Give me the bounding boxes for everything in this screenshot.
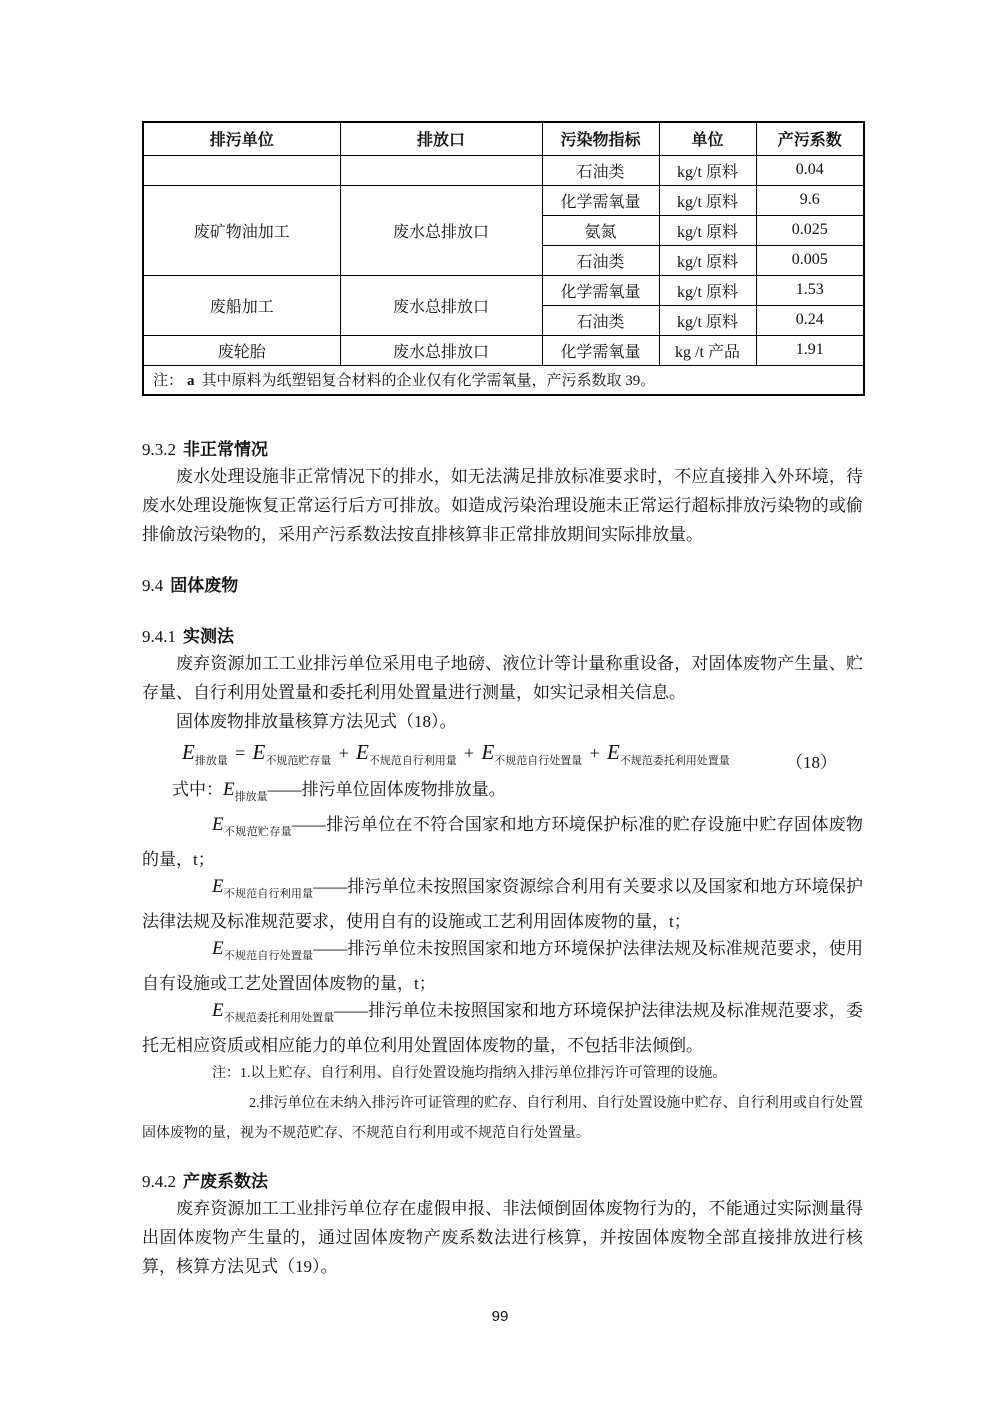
cell-pollutant: 石油类 (542, 155, 659, 185)
table-row (143, 335, 864, 365)
cell-pollutant: 石油类 (542, 305, 659, 335)
formula-equals: = (235, 743, 246, 763)
definition-item (142, 935, 863, 997)
formula-variable: E (182, 740, 195, 764)
page-number: 99 (491, 1308, 509, 1325)
paragraph-9-3-2: 废水处理设施非正常情况下的排水，如无法满足排放标准要求时，不应直接排入外环境，待废水处理设施恢复正常运行后方可排放。如造成污染治理设施未正常运行超标排放污染物的或偷排偷放污染物的，采用产污系数法按直排核算非正常排放期间实际排放量。 (142, 467, 863, 544)
section-heading-9-4 (142, 574, 863, 598)
cell-coefficient: 1.91 (756, 335, 864, 365)
definition-text: 排污单位在不符合国家和地方环境保护标准的贮存设施中贮存固体废物的量，t； (142, 815, 864, 869)
equation-number: （18） (786, 753, 837, 772)
formula-term (212, 814, 292, 838)
paragraph-9-4-1-measure: 废弃资源加工工业排污单位采用电子地磅、液位计等计量称重设备，对固体废物产生量、贮存量、自行利用处置量和委托利用处置量进行测量，如实记录相关信息。 (142, 654, 863, 702)
definition-item (142, 997, 863, 1059)
formula-term (606, 740, 730, 767)
note-number: 1. (240, 1066, 251, 1081)
cell-measure: kg/t 原料 (659, 275, 756, 305)
table-row (143, 185, 864, 215)
cell-outlet: 废水总排放口 (340, 335, 542, 365)
heading-title: 实测法 (183, 627, 234, 646)
cell-unit: 废轮胎 (143, 335, 340, 365)
formula-variable: E (223, 779, 235, 800)
cell-measure: kg/t 原料 (659, 245, 756, 275)
formula-term (252, 740, 332, 767)
column-header-outlet: 排放口 (340, 122, 542, 155)
formula-variable: E (212, 938, 224, 959)
formula-subscript: 不规范委托利用处置量 (223, 1012, 335, 1024)
formula-term (212, 876, 314, 900)
definition-item (142, 873, 863, 935)
table-note-prefix: 注： (153, 373, 184, 390)
table-note (143, 365, 864, 395)
cell-measure: kg/t 原料 (659, 185, 756, 215)
definition-dash: —— (267, 780, 302, 799)
column-header-measure: 单位 (659, 122, 756, 155)
where-label: 式中： (172, 780, 223, 799)
formula-term (481, 740, 583, 767)
column-header-coefficient: 产污系数 (756, 122, 864, 155)
table-note-marker: a (187, 373, 195, 390)
cell-pollutant: 氨氮 (542, 215, 659, 245)
cell-unit: 废矿物油加工 (143, 185, 340, 275)
formula-subscript: 排放量 (194, 755, 228, 767)
heading-title: 固体废物 (170, 576, 239, 595)
table-row (143, 155, 864, 185)
note-prefix: 注： (212, 1066, 240, 1081)
formula-variable: E (252, 740, 266, 764)
cell-measure: kg /t 产品 (659, 335, 756, 365)
cell-measure: kg/t 原料 (659, 155, 756, 185)
heading-number: 9.4.2 (142, 1172, 176, 1191)
formula-subscript: 排放量 (234, 791, 268, 803)
formula-where-line (142, 776, 863, 811)
cell-pollutant: 化学需氧量 (542, 335, 659, 365)
table-note-row (143, 365, 864, 395)
heading-title: 非正常情况 (183, 440, 268, 459)
equation-18 (142, 740, 863, 776)
cell-coefficient: 0.04 (756, 155, 864, 185)
cell-outlet (340, 155, 542, 185)
formula-subscript: 不规范自行处置量 (223, 950, 314, 962)
cell-coefficient: 0.24 (756, 305, 864, 335)
cell-coefficient: 0.025 (756, 215, 864, 245)
definition-text: 排污单位未按照国家资源综合利用有关要求以及国家和地方环境保护法律法规及标准规范要求，使用自有的设施或工艺利用固体废物的量，t； (142, 877, 864, 931)
formula-subscript: 不规范自行处置量 (494, 755, 583, 767)
definition-dash: —— (334, 1001, 369, 1020)
formula-plus: + (338, 743, 349, 763)
formula-term (355, 740, 457, 767)
formula-term (223, 779, 268, 803)
formula-subscript: 不规范委托利用处置量 (619, 755, 730, 767)
paragraph-9-4-1-method: 固体废物排放量核算方法见式（18）。 (176, 712, 457, 731)
pollution-coefficient-table (142, 121, 865, 396)
section-heading-9-4-1 (142, 625, 863, 649)
cell-unit: 废船加工 (143, 275, 340, 335)
cell-coefficient: 1.53 (756, 275, 864, 305)
section-heading-9-3-2 (142, 438, 863, 462)
definition-text: 排污单位固体废物排放量。 (301, 780, 506, 799)
formula-variable: E (212, 814, 224, 835)
definition-text: 排污单位未按照国家和地方环境保护法律法规及标准规范要求，委托无相应资质或相应能力的单位利用处置固体废物的量，不包括非法倾倒。 (142, 1001, 864, 1055)
formula-subscript: 不规范贮存量 (223, 826, 292, 838)
table-row (143, 275, 864, 305)
formula-subscript: 不规范自行利用量 (368, 755, 457, 767)
heading-number: 9.3.2 (142, 440, 176, 459)
formula-variable: E (606, 740, 620, 764)
section-heading-9-4-2 (142, 1170, 863, 1194)
formula-variable: E (212, 876, 224, 897)
formula-term (212, 1000, 335, 1024)
note-item-2 (142, 1089, 863, 1149)
cell-coefficient: 0.005 (756, 245, 864, 275)
note-text: 排污单位在未纳入排污许可证管理的贮存、自行利用、自行处置设施中贮存、自行利用或自行处置固体废物的量，视为不规范贮存、不规范自行利用或不规范自行处置量。 (142, 1096, 863, 1141)
definition-text: 排污单位未按照国家和地方环境保护法律法规及标准规范要求，使用自有设施或工艺处置固体废物的量，t； (142, 939, 864, 993)
cell-coefficient: 9.6 (756, 185, 864, 215)
column-header-pollutant: 污染物指标 (542, 122, 659, 155)
cell-unit (143, 155, 340, 185)
cell-measure: kg/t 原料 (659, 215, 756, 245)
heading-title: 产废系数法 (183, 1172, 268, 1191)
formula-term (212, 938, 314, 962)
heading-number: 9.4 (142, 576, 164, 595)
definition-dash: —— (313, 939, 348, 958)
note-number: 2. (249, 1096, 260, 1111)
formula-subscript: 不规范自行利用量 (223, 888, 314, 900)
table-note-text: 其中原料为纸塑铝复合材料的企业仅有化学需氧量，产污系数取 39。 (201, 373, 656, 390)
definition-dash: —— (291, 815, 326, 834)
table-header-row (143, 122, 864, 155)
formula-variable: E (212, 1000, 224, 1021)
definition-dash: —— (313, 877, 348, 896)
cell-outlet: 废水总排放口 (340, 275, 542, 335)
cell-measure: kg/t 原料 (659, 305, 756, 335)
formula-variable: E (355, 740, 369, 764)
formula-variable: E (481, 740, 495, 764)
note-text: 以上贮存、自行利用、自行处置设施均指纳入排污单位排污许可管理的设施。 (250, 1066, 727, 1081)
definition-item (142, 811, 863, 873)
formula-plus: + (464, 743, 475, 763)
cell-pollutant: 石油类 (542, 245, 659, 275)
cell-pollutant: 化学需氧量 (542, 275, 659, 305)
formula-plus: + (589, 743, 600, 763)
cell-outlet: 废水总排放口 (340, 185, 542, 275)
heading-number: 9.4.1 (142, 627, 176, 646)
formula-term-lhs (182, 740, 228, 767)
paragraph-9-4-2: 废弃资源加工工业排污单位存在虚假申报、非法倾倒固体废物行为的，不能通过实际测量得出固体废物产生量的，通过固体废物产废系数法进行核算，并按固体废物全部直接排放进行核算，核算方法见式（19）。 (142, 1199, 863, 1276)
formula-subscript: 不规范贮存量 (265, 755, 332, 767)
note-item-1 (142, 1059, 863, 1089)
cell-pollutant: 化学需氧量 (542, 185, 659, 215)
column-header-unit: 排污单位 (143, 122, 340, 155)
page-content (142, 0, 863, 1281)
